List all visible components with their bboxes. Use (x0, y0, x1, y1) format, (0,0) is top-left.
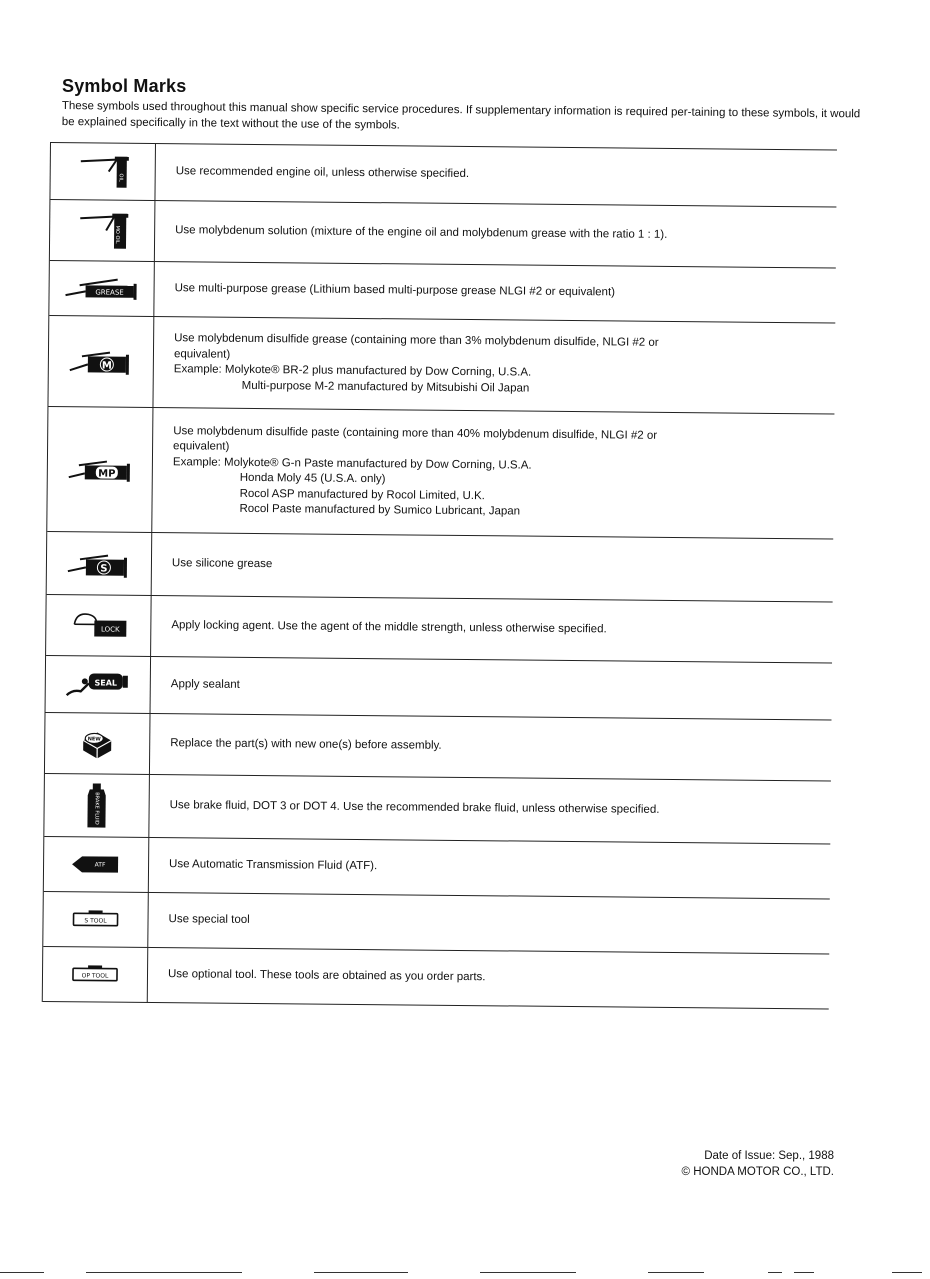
special-tool-icon (70, 909, 120, 929)
symbol-example: Example: Molykote® G-n Paste manufactured by Dow Corning, U.S.A. (172, 455, 532, 472)
molybdenum-oil-can-icon (72, 210, 132, 251)
symbol-row-molybdenum-grease (48, 315, 835, 414)
scan-edge-mark (314, 1272, 408, 1273)
page-title: Symbol Marks (62, 76, 187, 96)
symbol-row-locking-agent (46, 594, 833, 663)
svg-text:LOCK: LOCK (100, 625, 120, 634)
symbol-row-optional-tool (43, 946, 830, 1010)
scan-edge-mark (0, 1272, 44, 1273)
symbol-description: Use special tool (168, 913, 250, 927)
symbol-description: Use molybdenum disulfide paste (containing more than 40% molybdenum disulfide, NLGI #2 or (173, 424, 658, 442)
svg-text:S TOOL: S TOOL (84, 917, 107, 925)
symbol-description: Use molybdenum solution (mixture of the engine oil and molybdenum grease with the ratio 1 : 1). (175, 224, 668, 242)
scan-edge-mark (86, 1272, 242, 1273)
copyright-notice: © HONDA MOTOR CO., LTD. (681, 1166, 834, 1178)
brake-fluid-bottle-icon (81, 781, 111, 829)
symbol-description: Use recommended engine oil, unless otherwise specified. (175, 165, 470, 181)
symbol-example: Multi-purpose M-2 manufactured by Mitsubishi Oil Japan (241, 379, 530, 395)
symbol-row-atf (44, 836, 830, 899)
symbol-table (42, 142, 837, 1010)
symbol-description: equivalent) (173, 347, 231, 361)
locking-agent-icon (66, 610, 130, 641)
svg-text:MP: MP (98, 468, 116, 480)
symbol-description: Apply sealant (170, 678, 240, 692)
grease-gun-icon (61, 273, 141, 304)
molybdenum-grease-gun-icon (66, 344, 136, 379)
scan-edge-mark (794, 1272, 814, 1273)
symbol-example: Example: Molykote® BR-2 plus manufactured by Dow Corning, U.S.A. (173, 363, 532, 379)
symbol-example: Rocol Paste manufactured by Sumico Lubricant, Japan (239, 502, 521, 518)
symbol-row-silicone-grease (47, 531, 834, 602)
intro-paragraph: These symbols used throughout this manual show specific service procedures. If supplementary information is required per-taining to these symbols, it would be explained specifically in the text without the use of the symbols. (61, 99, 861, 132)
symbol-row-molybdenum-paste (47, 406, 834, 539)
issue-footer (682, 1148, 834, 1180)
new-part-icon (77, 726, 117, 760)
silicone-grease-gun-icon (64, 547, 134, 580)
symbol-description: Use Automatic Transmission Fluid (ATF). (169, 858, 378, 873)
symbol-row-brake-fluid (44, 773, 831, 844)
symbol-row-new-part (45, 712, 832, 781)
symbol-row-special-tool (43, 891, 829, 954)
symbol-description: Use optional tool. These tools are obtained as you order parts. (167, 968, 486, 984)
svg-text:MO OIL: MO OIL (114, 225, 121, 244)
sealant-tube-icon (63, 667, 133, 702)
symbol-row-molybdenum-solution (50, 199, 837, 268)
svg-text:SEAL: SEAL (94, 678, 118, 688)
symbol-row-multipurpose-grease (49, 260, 835, 323)
svg-text:GREASE: GREASE (95, 288, 124, 297)
symbol-example: Rocol ASP manufactured by Rocol Limited, U.K. (239, 487, 485, 502)
symbol-description: Use molybdenum disulfide grease (containing more than 3% molybdenum disulfide, NLGI #2 or (174, 332, 659, 349)
symbol-description: equivalent) (173, 440, 230, 453)
symbol-description: Use silicone grease (171, 557, 273, 571)
svg-text:OIL: OIL (117, 173, 124, 182)
scan-edge-mark (480, 1272, 576, 1273)
symbol-description: Use multi-purpose grease (Lithium based multi-purpose grease NLGI #2 or equivalent) (174, 282, 616, 299)
svg-text:ATF: ATF (94, 861, 106, 869)
svg-text:S: S (100, 563, 108, 575)
symbol-example: Honda Moly 45 (U.S.A. only) (239, 471, 386, 486)
symbol-description: Apply locking agent. Use the agent of the middle strength, unless otherwise specified. (171, 619, 607, 636)
scan-edge-mark (768, 1272, 782, 1273)
atf-icon (68, 852, 124, 877)
svg-text:OP TOOL: OP TOOL (81, 972, 109, 980)
svg-text:NEW: NEW (87, 736, 101, 743)
scan-edge-mark (648, 1272, 704, 1273)
svg-text:BRAKE FLUID: BRAKE FLUID (93, 792, 100, 825)
svg-text:M: M (101, 360, 112, 372)
symbol-description: Replace the part(s) with new one(s) before assembly. (170, 737, 442, 753)
engine-oil-can-icon (73, 153, 133, 190)
symbol-row-engine-oil (50, 142, 837, 207)
symbol-description: Use brake fluid, DOT 3 or DOT 4. Use the recommended brake fluid, unless otherwise specified. (169, 799, 660, 817)
issue-date: Date of Issue: Sep., 1988 (704, 1150, 834, 1162)
scan-edge-mark (892, 1272, 922, 1273)
molybdenum-paste-gun-icon (65, 453, 135, 486)
optional-tool-icon (70, 964, 120, 984)
symbol-row-sealant (46, 655, 833, 720)
